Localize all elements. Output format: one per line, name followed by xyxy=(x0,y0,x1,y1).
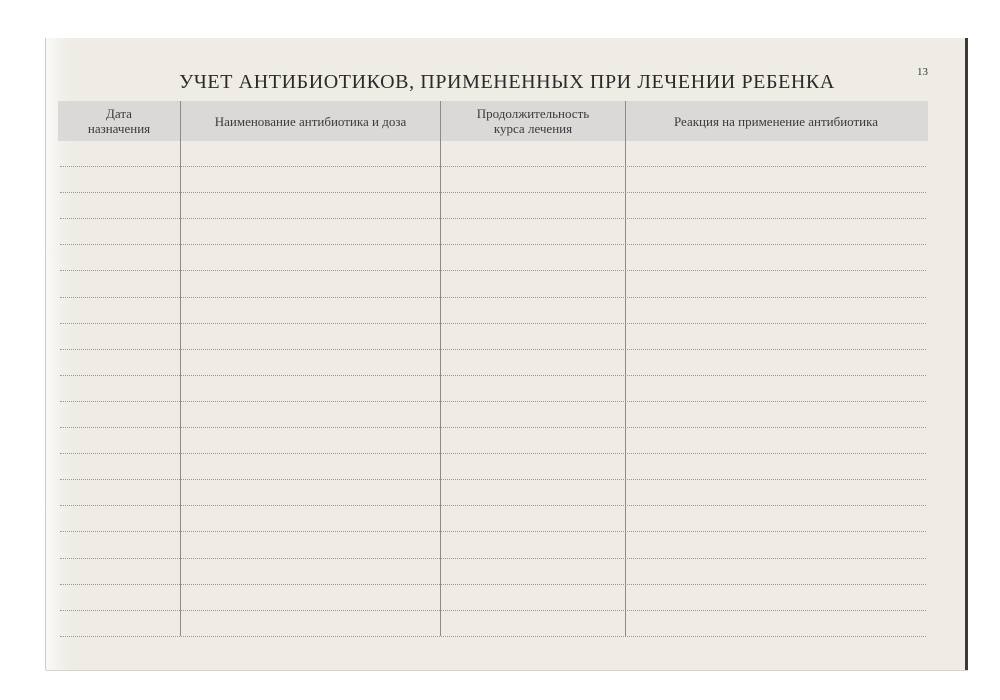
table-row-line xyxy=(60,453,926,454)
table-row-line xyxy=(60,610,926,611)
table-row-line xyxy=(60,270,926,271)
logbook-page xyxy=(46,38,968,670)
table-row-line xyxy=(60,636,926,637)
table-row-line xyxy=(60,323,926,324)
table-row-line xyxy=(60,505,926,506)
column-header-antibiotic-label: Наименование антибиотика и доза xyxy=(214,113,407,129)
table-row-line xyxy=(60,427,926,428)
table-row-line xyxy=(60,166,926,167)
table-row-line xyxy=(60,244,926,245)
page-edge xyxy=(965,38,968,670)
column-header-reaction xyxy=(626,101,926,141)
column-header-reaction-label: Реакция на применение антибиотика xyxy=(673,113,879,129)
table-row-line xyxy=(60,349,926,350)
column-header-duration xyxy=(441,101,625,141)
table-row-line xyxy=(60,192,926,193)
table-row-line xyxy=(60,531,926,532)
column-header-antibiotic xyxy=(181,101,440,141)
table-row-line xyxy=(60,584,926,585)
column-divider xyxy=(180,101,181,636)
column-header-date xyxy=(58,101,180,141)
page-number: 13 xyxy=(917,66,928,78)
column-divider xyxy=(625,101,626,636)
table-row-line xyxy=(60,218,926,219)
column-header-duration-label: Продолжительность курса лечения xyxy=(476,106,590,136)
page-title: УЧЕТ АНТИБИОТИКОВ, ПРИМЕНЕННЫХ ПРИ ЛЕЧЕНИИ РЕБЕНКА xyxy=(179,71,835,93)
table-row-line xyxy=(60,297,926,298)
table-row-line xyxy=(60,479,926,480)
column-header-date-label: Дата назначения xyxy=(87,106,151,136)
column-divider xyxy=(440,101,441,636)
table-row-line xyxy=(60,558,926,559)
table-row-line xyxy=(60,375,926,376)
table-row-line xyxy=(60,401,926,402)
